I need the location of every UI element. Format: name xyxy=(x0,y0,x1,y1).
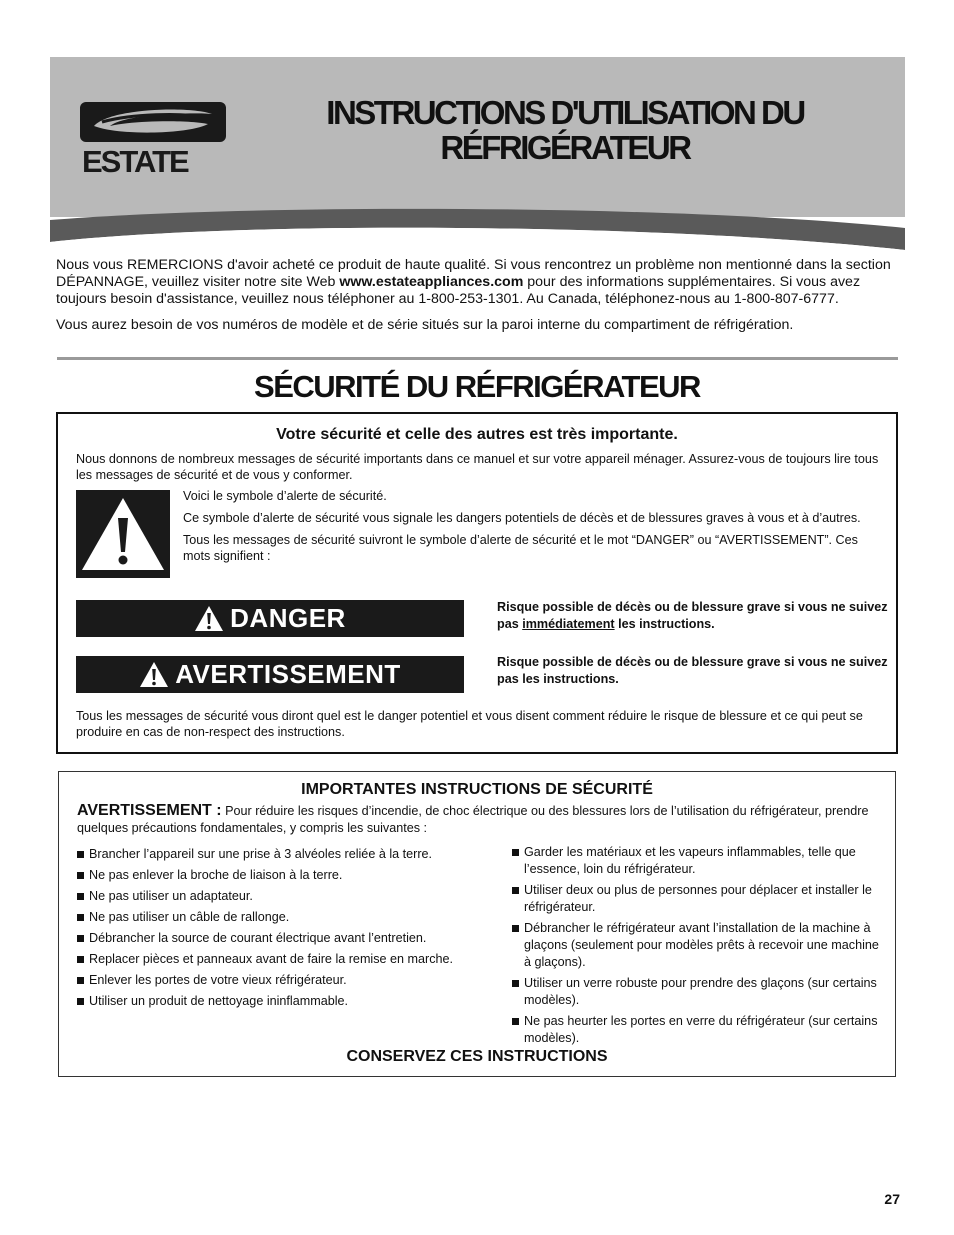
list-item: Enlever les portes de votre vieux réfrigérateur. xyxy=(77,972,497,989)
list-item: Utiliser deux ou plus de personnes pour déplacer et installer le réfrigérateur. xyxy=(512,882,882,916)
list-item: Utiliser un verre robuste pour prendre des glaçons (sur certains modèles). xyxy=(512,975,882,1009)
danger-description: Risque possible de décès ou de blessure grave si vous ne suivez pas immédiatement les instructions. xyxy=(497,600,888,631)
alert-text-1: Voici le symbole d’alerte de sécurité. xyxy=(183,489,387,503)
safety-box xyxy=(56,412,898,754)
list-item: Ne pas heurter les portes en verre du réfrigérateur (sur certains modèles). xyxy=(512,1013,882,1047)
list-item: Débrancher la source de courant électrique avant l’entretien. xyxy=(77,930,497,947)
divider xyxy=(57,357,898,360)
list-item: Ne pas utiliser un câble de rallonge. xyxy=(77,909,497,926)
warning-triangle-icon xyxy=(194,605,224,632)
logo-wordmark: ESTATE xyxy=(82,144,188,174)
title-line-1: INSTRUCTIONS D'UTILISATION DU xyxy=(326,94,804,131)
warning-label: AVERTISSEMENT xyxy=(175,659,401,689)
list-item: Garder les matériaux et les vapeurs inflammables, telle que l’essence, loin du réfrigérateur. xyxy=(512,844,882,878)
header-curve-band xyxy=(50,190,905,250)
warning-triangle-icon xyxy=(139,661,169,688)
title-line-2: RÉFRIGÉRATEUR xyxy=(440,129,690,166)
page-number: 27 xyxy=(884,1191,900,1207)
instructions-right-column xyxy=(512,844,882,1051)
section-title: SÉCURITÉ DU RÉFRIGÉRATEUR xyxy=(254,369,700,404)
list-item: Ne pas utiliser un adaptateur. xyxy=(77,888,497,905)
alert-symbol-text xyxy=(183,488,883,570)
danger-signal-bar xyxy=(76,600,464,637)
safety-heading: Votre sécurité et celle des autres est très importante. xyxy=(276,426,678,443)
list-item: Débrancher le réfrigérateur avant l’installation de la machine à glaçons (seulement pour modèles prêts à recevoir une machine à glaçons). xyxy=(512,920,882,971)
estate-logo xyxy=(80,102,226,174)
safety-footer: Tous les messages de sécurité vous diront quel est le danger potentiel et vous disent comment réduire le risque de blessure et ce qui peut se produire en cas de non-respect des instructions. xyxy=(76,709,863,739)
important-title: IMPORTANTES INSTRUCTIONS DE SÉCURITÉ xyxy=(301,781,653,798)
intro-paragraph-2: Vous aurez besoin de vos numéros de modèle et de série situés sur la paroi interne du compartiment de réfrigération. xyxy=(56,317,794,333)
instructions-left-column xyxy=(77,846,497,1014)
safety-alert-icon xyxy=(76,490,170,578)
danger-label: DANGER xyxy=(230,603,346,633)
warning-label-inline: AVERTISSEMENT : xyxy=(77,802,222,819)
list-item: Ne pas enlever la broche de liaison à la terre. xyxy=(77,867,497,884)
intro-paragraph-1: Nous vous REMERCIONS d'avoir acheté ce produit de haute qualité. Si vous rencontrez un problème non mentionné dans la section DÉPANNAGE, veuillez visiter notre site Web www.estateappliances.com pour des informations supplémentaires. Si vous avez toujours besoin d'assistance, veuillez nous téléphoner au 1-800-253-1301. Au Canada, téléphonez-nous au 1-800-807-6777. xyxy=(56,257,891,307)
warning-description: Risque possible de décès ou de blessure grave si vous ne suivez pas les instructions. xyxy=(497,655,888,686)
warning-signal-bar xyxy=(76,656,464,693)
alert-text-3: Tous les messages de sécurité suivront le symbole d’alerte de sécurité et le mot “DANGER” ou “AVERTISSEMENT”. Ces mots signifient : xyxy=(183,533,858,563)
important-instructions-box xyxy=(58,771,896,1077)
keep-instructions-footer: CONSERVEZ CES INSTRUCTIONS xyxy=(346,1048,608,1065)
website-link[interactable]: www.estateappliances.com xyxy=(339,274,524,290)
list-item: Utiliser un produit de nettoyage ininflammable. xyxy=(77,993,497,1010)
page-title xyxy=(280,95,850,165)
alert-text-2: Ce symbole d’alerte de sécurité vous signale les dangers potentiels de décès et de blessures graves à vous et à d’autres. xyxy=(183,511,861,525)
list-item: Brancher l’appareil sur une prise à 3 alvéoles reliée à la terre. xyxy=(77,846,497,863)
list-item: Replacer pièces et panneaux avant de faire la remise en marche. xyxy=(77,951,497,968)
intro-text xyxy=(56,257,901,343)
safety-intro: Nous donnons de nombreux messages de sécurité importants dans ce manuel et sur votre appareil ménager. Assurez-vous de toujours lire tous les messages de sécurité et de vous y conformer. xyxy=(76,452,879,482)
important-warning: AVERTISSEMENT : Pour réduire les risques d’incendie, de choc électrique ou des blessures lors de l’utilisation du réfrigérateur, prendre quelques précautions fondamentales, y compris les suivantes : xyxy=(77,802,869,835)
